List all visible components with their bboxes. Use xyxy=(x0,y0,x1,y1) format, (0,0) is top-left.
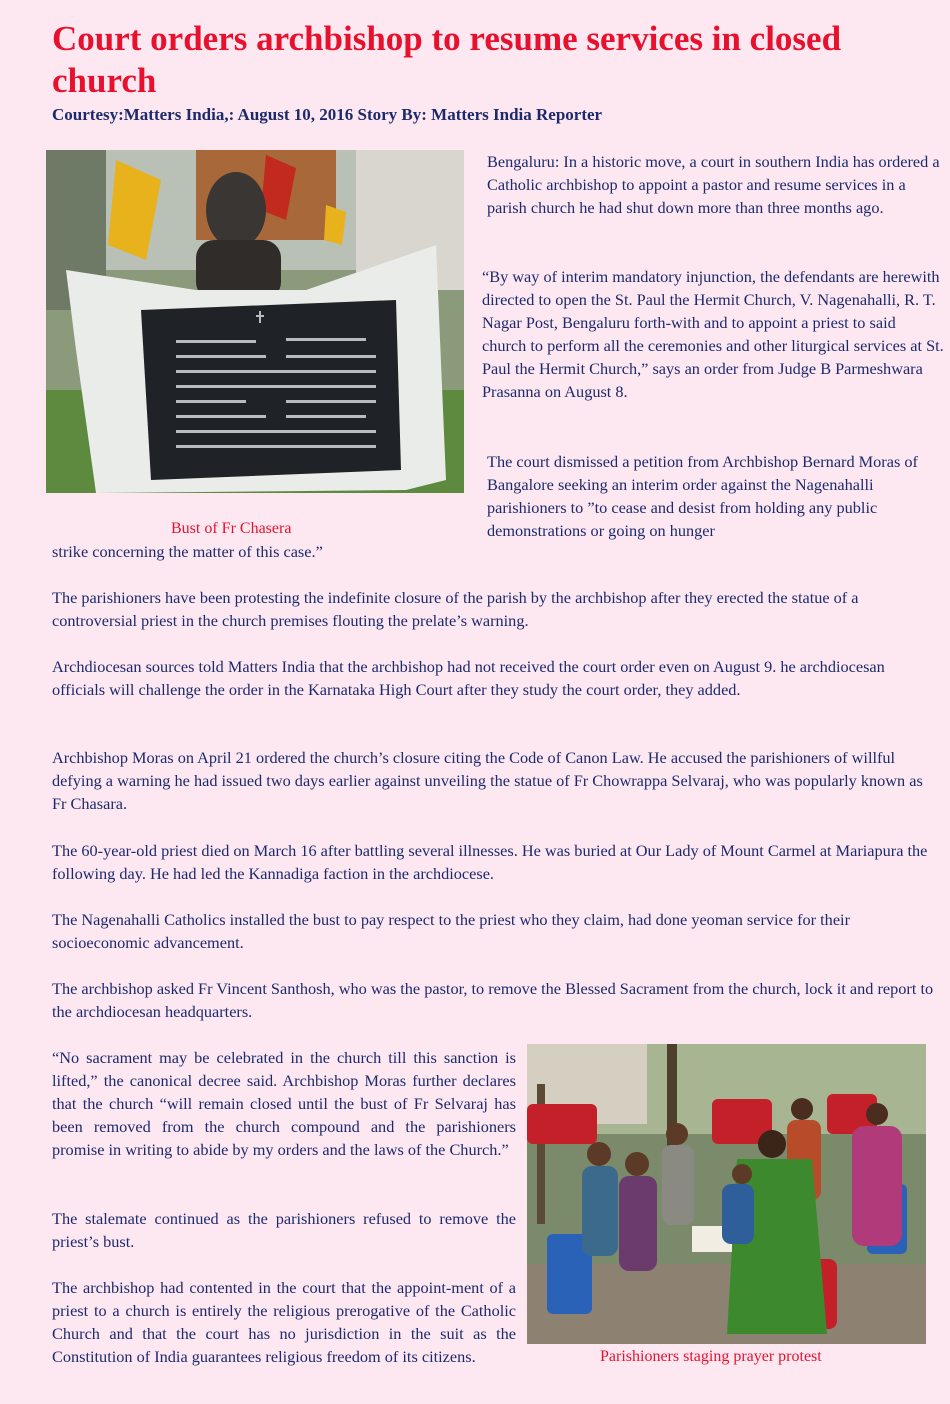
article-paragraph: strike concerning the matter of this case.” xyxy=(52,542,323,561)
article-paragraph: Bengaluru: In a historic move, a court in southern India has ordered a Catholic archbishop to appoint a pastor and resume services in a parish church he had shut down more than three months ago. xyxy=(487,152,940,217)
prayer-photo-caption: Parishioners staging prayer protest xyxy=(600,1348,822,1365)
article-byline: Courtesy:Matters India,: August 10, 2016 Story By: Matters India Reporter xyxy=(52,105,603,124)
article-paragraph: The court dismissed a petition from Archbishop Bernard Moras of Bangalore seeking an interim order against the Nagenahalli parishioners to ”to cease and desist from holding any public demonstrations or going on hunger xyxy=(487,452,918,540)
article-paragraph: The Nagenahalli Catholics installed the bust to pay respect to the priest who they claim, had done yeoman service for their socioeconomic advancement. xyxy=(52,910,850,952)
article-paragraph: The archbishop had contented in the court that the appoint-ment of a priest to a church is entirely the religious prerogative of the Catholic Church and that the court has no jurisdiction in the suit as the Constitution of India guarantees religious freedom of its citizens. xyxy=(52,1278,516,1366)
article-paragraph: Archdiocesan sources told Matters India that the archbishop had not received the court order even on August 9. he archdiocesan officials will challenge the order in the Karnataka High Court after they study the court order, they added. xyxy=(52,657,885,699)
article-paragraph: The 60-year-old priest died on March 16 after battling several illnesses. He was buried at Our Lady of Mount Carmel at Mariapura the following day. He had led the Kannadiga faction in the archdiocese. xyxy=(52,841,928,883)
bust-photo xyxy=(46,150,464,493)
article-paragraph: Archbishop Moras on April 21 ordered the church’s closure citing the Code of Canon Law. He accused the parishioners of willful defying a warning he had issued two days earlier against unveiling the statue of Fr Chowrappa Selvaraj, who was popularly known as Fr Chasara. xyxy=(52,748,923,813)
bust-photo-caption: Bust of Fr Chasera xyxy=(171,520,292,537)
prayer-protest-photo xyxy=(527,1044,926,1344)
article-paragraph: The archbishop asked Fr Vincent Santhosh, who was the pastor, to remove the Blessed Sacrament from the church, lock it and report to the archdiocesan headquarters. xyxy=(52,979,934,1021)
article-paragraph: “No sacrament may be celebrated in the church till this sanction is lifted,” the canonical decree said. Archbishop Moras further declares that the church “will remain closed until the bust of Fr Selvaraj has been removed from the church compound and the parishioners promise in writing to abide by my orders and the laws of the Church.” xyxy=(52,1048,516,1159)
article-paragraph: The stalemate continued as the parishioners refused to remove the priest’s bust. xyxy=(52,1209,516,1251)
article-paragraph: “By way of interim mandatory injunction, the defendants are herewith directed to open the St. Paul the Hermit Church, V. Nagenahalli, R. T. Nagar Post, Bengaluru forth-with and to appoint a priest to said church to perform all the ceremonies and other liturgical services at St. Paul the Hermit Church,” says an order from Judge B Parmeshwara Prasanna on August 8. xyxy=(482,267,944,401)
article-headline: Court orders archbishop to resume services in closed church xyxy=(52,19,842,100)
article-paragraph: The parishioners have been protesting the indefinite closure of the parish by the archbishop after they erected the statue of a controversial priest in the church premises flouting the prelate’s warning. xyxy=(52,588,859,630)
